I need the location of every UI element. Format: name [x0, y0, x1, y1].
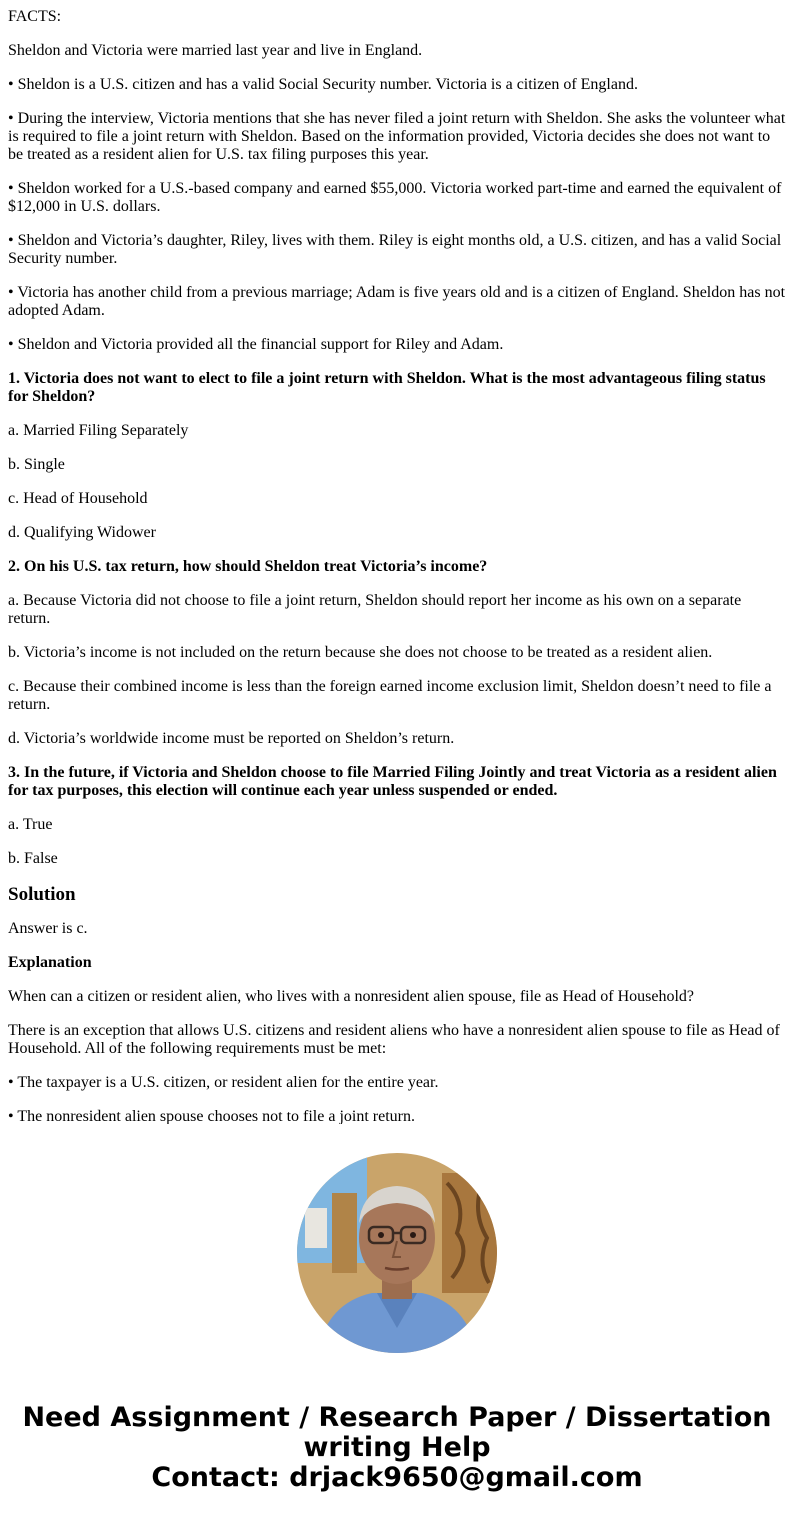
- question-2-option-c: c. Because their combined income is less than the foreign earned income exclusion limit, Sheldon doesn’t need to file a return.: [8, 678, 772, 713]
- question-3: 3. In the future, if Victoria and Sheldon choose to file Married Filing Jointly and treat Victoria as a resident alien for tax purposes, this election will continue each year unless suspended or ended.: [8, 764, 777, 799]
- footer-contact: Contact: drjack9650@gmail.com: [151, 1462, 643, 1493]
- question-1: 1. Victoria does not want to elect to file a joint return with Sheldon. What is the most advantageous filing status for Sheldon?: [8, 370, 766, 405]
- facts-heading: FACTS:: [8, 8, 62, 25]
- facts-paragraph: • Sheldon is a U.S. citizen and has a valid Social Security number. Victoria is a citizen of England.: [8, 76, 638, 93]
- explanation-paragraph: • The nonresident alien spouse chooses not to file a joint return.: [8, 1108, 415, 1124]
- explanation-paragraph: There is an exception that allows U.S. citizens and resident aliens who have a nonresident alien spouse to file as Head of Household. All of the following requirements must be met:: [8, 1022, 780, 1057]
- question-3-option-b: b. False: [8, 850, 58, 867]
- explanation-heading: Explanation: [8, 954, 92, 971]
- solution-answer: Answer is c.: [8, 920, 88, 937]
- facts-paragraph: • Victoria has another child from a previous marriage; Adam is five years old and is a citizen of England. Sheldon has not adopted Adam.: [8, 284, 786, 319]
- facts-paragraph: • Sheldon worked for a U.S.-based company and earned $55,000. Victoria worked part-time and earned the equivalent of $12,000 in U.S. dollars.: [8, 180, 782, 215]
- question-2-option-b: b. Victoria’s income is not included on the return because she does not choose to be treated as a resident alien.: [8, 644, 713, 661]
- question-2: 2. On his U.S. tax return, how should Sheldon treat Victoria’s income?: [8, 558, 488, 575]
- question-1-option-b: b. Single: [8, 456, 65, 473]
- facts-paragraph: • Sheldon and Victoria provided all the financial support for Riley and Adam.: [8, 336, 504, 353]
- question-2-option-d: d. Victoria’s worldwide income must be reported on Sheldon’s return.: [8, 730, 455, 747]
- footer-line-2: writing Help: [303, 1432, 491, 1463]
- question-3-option-a: a. True: [8, 816, 53, 833]
- question-2-option-a: a. Because Victoria did not choose to file a joint return, Sheldon should report her income as his own on a separate return.: [8, 592, 742, 627]
- explanation-paragraph: When can a citizen or resident alien, who lives with a nonresident alien spouse, file as Head of Household?: [8, 988, 694, 1005]
- footer-line-1: Need Assignment / Research Paper / Dissertation: [22, 1402, 772, 1433]
- document-body: [8, 8, 786, 1124]
- footer-banner: [0, 1403, 794, 1493]
- facts-paragraph: • During the interview, Victoria mentions that she has never filed a joint return with Sheldon. She asks the volunteer what is required to file a joint return with Sheldon. Based on the information provided, Victoria decides she does not want to be treated as a resident alien for U.S. tax filing purposes this year.: [8, 110, 786, 163]
- facts-paragraph: • Sheldon and Victoria’s daughter, Riley, lives with them. Riley is eight months old, a U.S. citizen, and has a valid Social Security number.: [8, 232, 782, 267]
- question-1-option-d: d. Qualifying Widower: [8, 524, 156, 541]
- solution-heading: Solution: [8, 884, 76, 905]
- facts-paragraph: Sheldon and Victoria were married last year and live in England.: [8, 42, 423, 59]
- question-1-option-a: a. Married Filing Separately: [8, 422, 189, 439]
- explanation-paragraph: • The taxpayer is a U.S. citizen, or resident alien for the entire year.: [8, 1074, 439, 1091]
- author-photo: [297, 1153, 497, 1353]
- question-1-option-c: c. Head of Household: [8, 490, 148, 507]
